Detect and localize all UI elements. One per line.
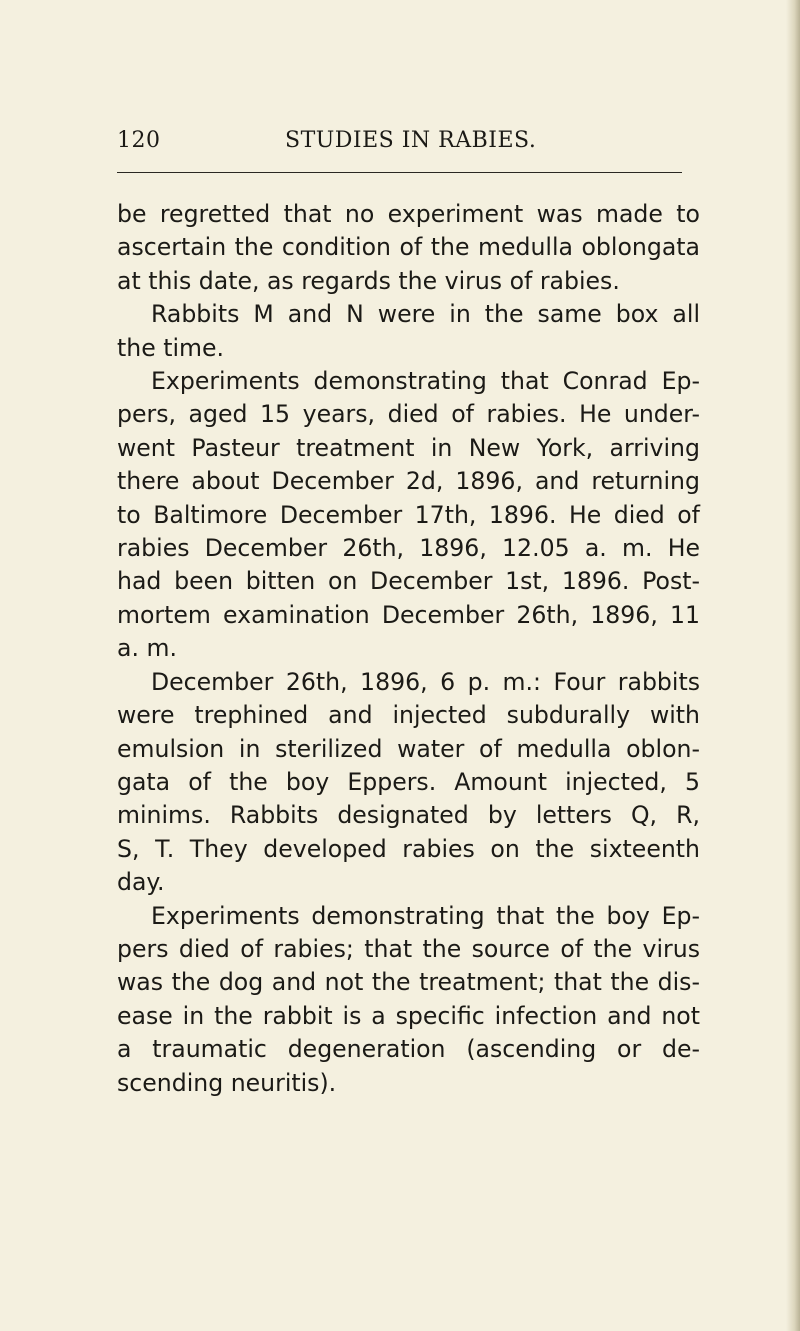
text-line: a. m. bbox=[117, 634, 177, 663]
text-line: had been bitten on December 1st, 1896. Post- bbox=[117, 567, 700, 596]
text-line: day. bbox=[117, 868, 165, 897]
running-title: STUDIES IN RABIES. bbox=[285, 128, 537, 153]
text-line: Rabbits M and N were in the same box all bbox=[151, 300, 700, 329]
text-line: Experiments demonstrating that the boy Ep- bbox=[151, 901, 700, 930]
header-rule bbox=[117, 172, 682, 173]
text-line: went Pasteur treatment in New York, arriving bbox=[117, 433, 700, 462]
text-line: scending neuritis). bbox=[117, 1068, 337, 1097]
paragraph-experiments-virus-source bbox=[117, 900, 700, 1100]
text-line: the time. bbox=[117, 333, 225, 362]
text-line: were trephined and injected subdurally with bbox=[117, 701, 700, 730]
paragraph-continuation bbox=[117, 198, 700, 298]
text-line: was the dog and not the treatment; that the dis- bbox=[117, 968, 700, 997]
text-line: gata of the boy Eppers. Amount injected, 5 bbox=[117, 767, 700, 796]
page-number: 120 bbox=[117, 128, 161, 153]
body-text bbox=[117, 198, 700, 1100]
text-line: emulsion in sterilized water of medulla oblon- bbox=[117, 734, 700, 763]
text-line: a traumatic degeneration (ascending or de- bbox=[117, 1035, 700, 1064]
text-line: pers, aged 15 years, died of rabies. He under- bbox=[117, 400, 700, 429]
text-line: minims. Rabbits designated by letters Q, R, bbox=[117, 801, 700, 830]
text-line: to Baltimore December 17th, 1896. He died of bbox=[117, 500, 700, 529]
text-line: be regretted that no experiment was made to bbox=[117, 200, 700, 228]
text-line: rabies December 26th, 1896, 12.05 a. m. He bbox=[117, 534, 700, 563]
text-line: pers died of rabies; that the source of the virus bbox=[117, 934, 700, 963]
paragraph-rabbits-m-n bbox=[117, 298, 700, 365]
text-line: ease in the rabbit is a specific infection and not bbox=[117, 1001, 700, 1030]
text-line: ascertain the condition of the medulla oblongata bbox=[117, 233, 700, 262]
text-line: Experiments demonstrating that Conrad Ep- bbox=[151, 367, 700, 396]
text-line: mortem examination December 26th, 1896, 11 bbox=[117, 600, 700, 629]
paragraph-conrad-eppers bbox=[117, 365, 700, 666]
text-line: there about December 2d, 1896, and returning bbox=[117, 467, 700, 496]
text-line: December 26th, 1896, 6 p. m.: Four rabbits bbox=[151, 667, 700, 696]
page-edge-shadow bbox=[786, 0, 800, 1331]
text-line: at this date, as regards the virus of rabies. bbox=[117, 266, 620, 295]
paragraph-december-26 bbox=[117, 666, 700, 900]
text-line: S, T. They developed rabies on the sixteenth bbox=[117, 834, 700, 863]
